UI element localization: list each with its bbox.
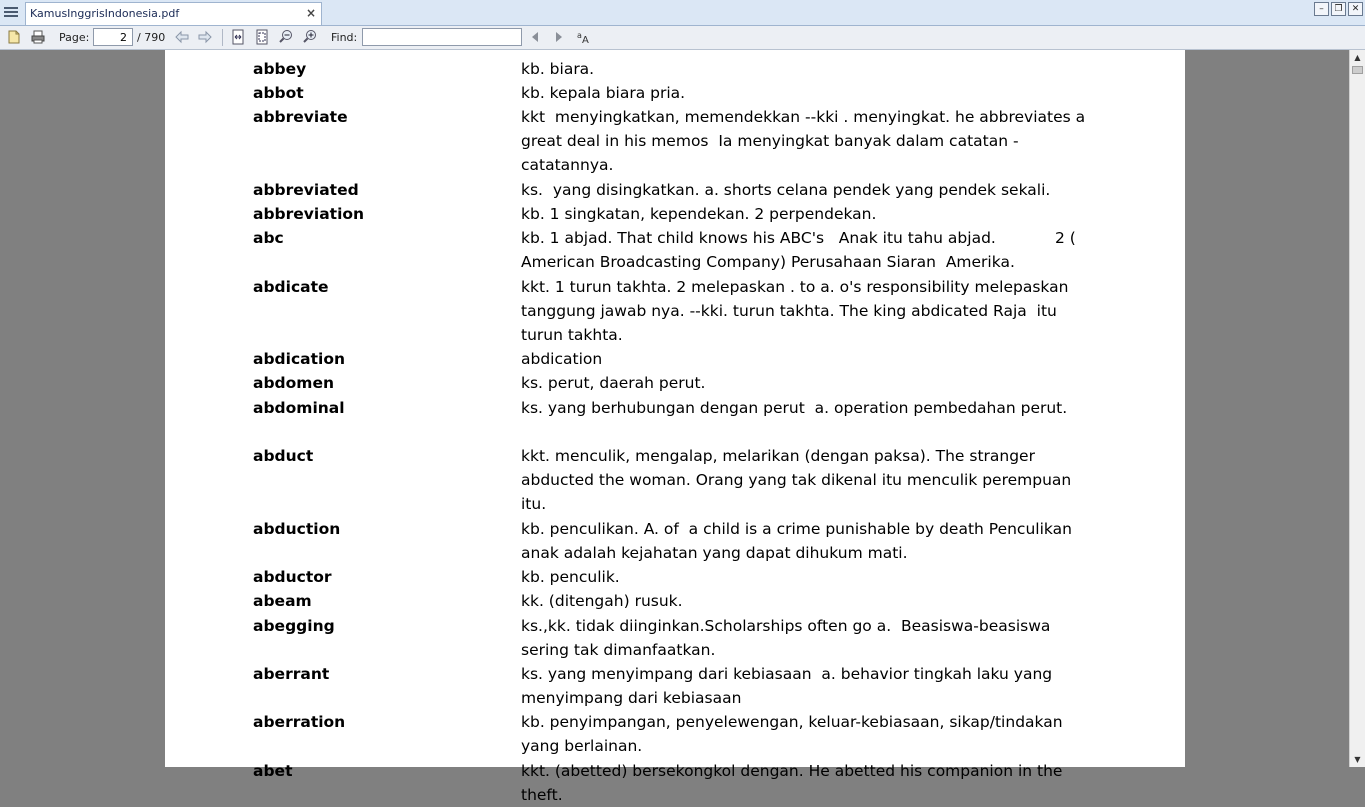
scroll-up-icon[interactable]: ▲: [1354, 53, 1361, 62]
vertical-scrollbar[interactable]: [1349, 50, 1365, 767]
toolbar: [0, 26, 1365, 50]
fit-page-icon[interactable]: [254, 29, 270, 45]
entry-term: abet: [253, 762, 293, 780]
entry-definition: kb. 1 abjad. That child knows his ABC's Anak itu tahu abjad. 2 ( American Broadcasting Company) Perusahaan Siaran Amerika.: [521, 229, 1081, 271]
page-total: / 790: [137, 31, 166, 44]
next-page-icon[interactable]: [197, 29, 213, 45]
zoom-in-icon[interactable]: [302, 29, 318, 45]
entry-definition: kkt menyingkatkan, memendekkan --kki . menyingkat. he abbreviates a great deal in his memos Ia menyingkat banyak dalam catatan - catatannya.: [521, 108, 1091, 174]
entry-definition: kb. biara.: [521, 60, 595, 78]
entry-term: aberration: [253, 713, 346, 731]
entry-term: abdomen: [253, 374, 334, 392]
page-number-input[interactable]: [93, 28, 133, 46]
entry-term: abduct: [253, 447, 314, 465]
svg-text:A: A: [582, 35, 589, 46]
zoom-out-icon[interactable]: [278, 29, 294, 45]
entry-definition: kb. penculik.: [521, 568, 620, 586]
entry-term: abegging: [253, 617, 335, 635]
svg-text:a: a: [577, 31, 582, 40]
entry-definition: ks. perut, daerah perut.: [521, 374, 706, 392]
entry-definition: abdication: [521, 350, 603, 368]
entry-definition: kb. 1 singkatan, kependekan. 2 perpendekan.: [521, 205, 877, 223]
entry-definition: ks. yang menyimpang dari kebiasaan a. behavior tingkah laku yang menyimpang dari kebiasaan: [521, 665, 1058, 707]
entry-definition: kb. penculikan. A. of a child is a crime punishable by death Penculikan anak adalah kejahatan yang dapat dihukum mati.: [521, 520, 1077, 562]
entry-term: abdicate: [253, 278, 329, 296]
page-label: Page:: [59, 31, 90, 44]
find-previous-icon[interactable]: [529, 29, 541, 45]
scroll-down-icon[interactable]: ▼: [1354, 755, 1361, 764]
pdf-page: [165, 50, 1185, 804]
previous-page-icon[interactable]: [174, 29, 190, 45]
entry-term: abdominal: [253, 399, 345, 417]
entry-term: abbot: [253, 84, 304, 102]
tab-title: KamusInggrisIndonesia.pdf: [30, 7, 180, 20]
entry-term: abbreviated: [253, 181, 359, 199]
title-bar: [0, 0, 1365, 26]
entry-definition: kk. (ditengah) rusuk.: [521, 592, 683, 610]
find-label: Find:: [331, 31, 358, 44]
entry-term: abbreviate: [253, 108, 348, 126]
menu-icon[interactable]: [4, 5, 18, 19]
entry-definition: kkt. menculik, mengalap, melarikan (dengan paksa). The stranger abducted the woman. Orang yang tak dikenal itu menculik perempuan itu.: [521, 447, 1077, 513]
find-input[interactable]: [362, 28, 522, 46]
entry-definition: kkt. (abetted) bersekongkol dengan. He abetted his companion in the theft.: [521, 762, 1068, 804]
entry-definition: ks.,kk. tidak diinginkan.Scholarships often go a. Beasiswa-beasiswa sering tak dimanfaatkan.: [521, 617, 1056, 659]
document-view[interactable]: [0, 50, 1349, 804]
entry-definition: kb. kepala biara pria.: [521, 84, 686, 102]
entry-term: abdication: [253, 350, 346, 368]
open-file-icon[interactable]: [6, 29, 22, 45]
entry-definition: kkt. 1 turun takhta. 2 melepaskan . to a. o's responsibility melepaskan tanggung jawab nya. --kki. turun takhta. The king abdicated Raja itu turun takhta.: [521, 278, 1074, 344]
minimize-button[interactable]: –: [1314, 2, 1329, 16]
close-window-button[interactable]: ✕: [1348, 2, 1363, 16]
find-next-icon[interactable]: [553, 29, 565, 45]
entry-term: abduction: [253, 520, 341, 538]
match-case-icon[interactable]: [576, 29, 592, 45]
entry-definition: kb. penyimpangan, penyelewengan, keluar-kebiasaan, sikap/tindakan yang berlainan.: [521, 713, 1068, 755]
entry-term: abc: [253, 229, 284, 247]
scrollbar-thumb[interactable]: [1352, 66, 1363, 74]
entry-term: abbey: [253, 60, 307, 78]
entry-definition: ks. yang berhubungan dengan perut a. operation pembedahan perut.: [521, 399, 1068, 417]
document-tab[interactable]: [25, 2, 322, 25]
close-tab-icon[interactable]: ×: [305, 6, 316, 20]
entry-term: aberrant: [253, 665, 330, 683]
restore-button[interactable]: ❐: [1331, 2, 1346, 16]
entry-definition: ks. yang disingkatkan. a. shorts celana pendek yang pendek sekali.: [521, 181, 1051, 199]
entry-term: abeam: [253, 592, 312, 610]
entry-term: abductor: [253, 568, 332, 586]
entry-term: abbreviation: [253, 205, 365, 223]
print-icon[interactable]: [30, 29, 46, 45]
fit-width-icon[interactable]: [230, 29, 246, 45]
